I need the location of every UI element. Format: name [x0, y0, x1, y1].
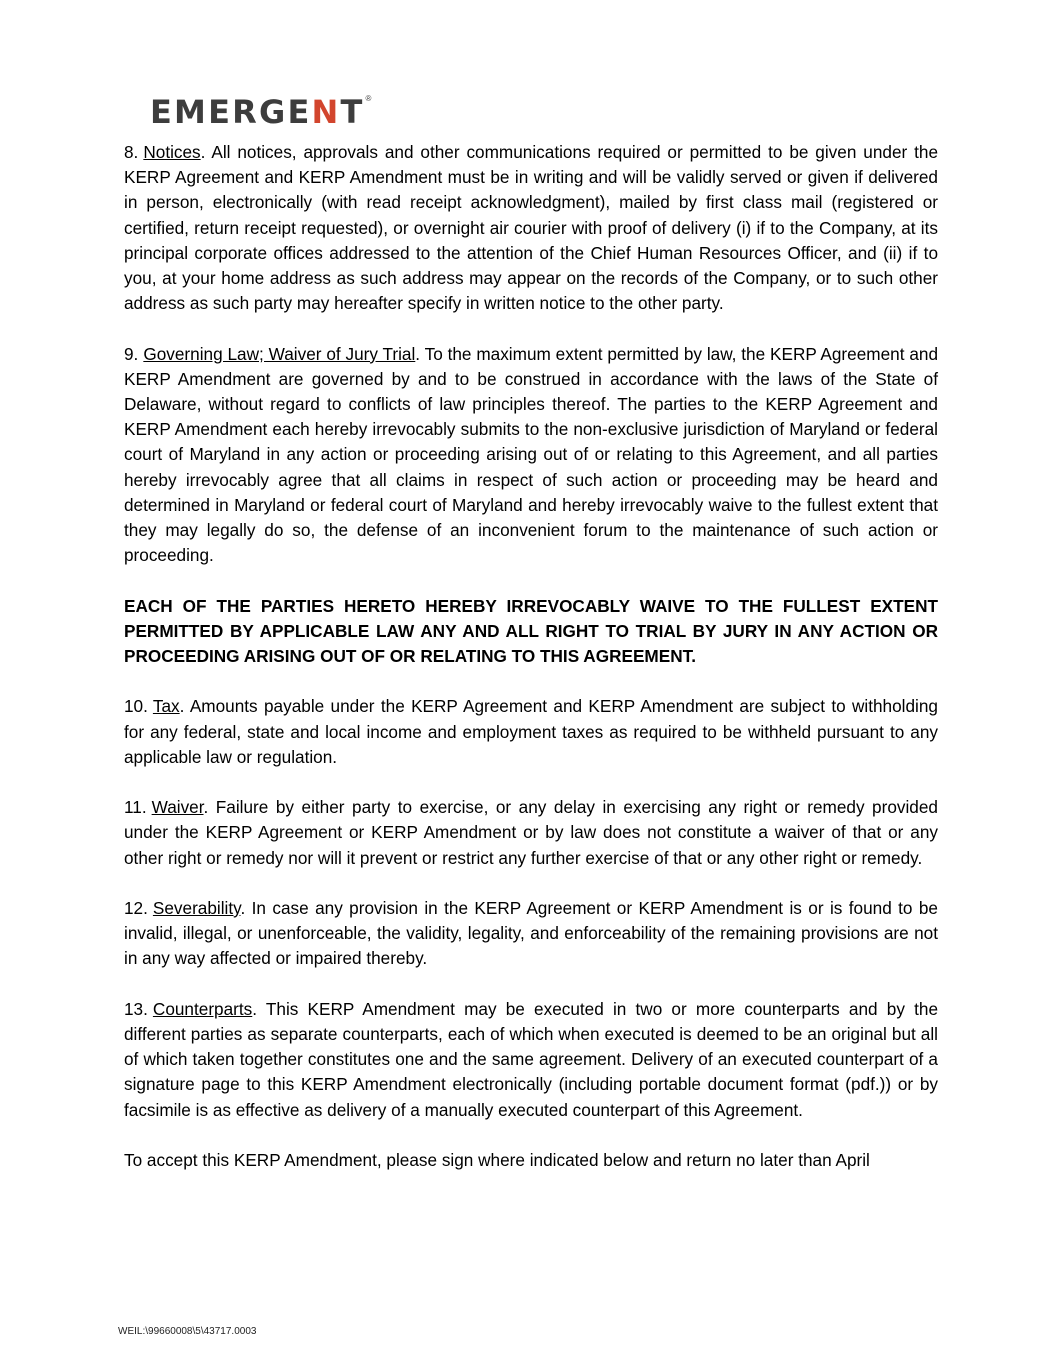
acceptance-instruction: To accept this KERP Amendment, please sign where indicated below and return no later than April — [124, 1150, 870, 1171]
section-number: 8. — [124, 142, 139, 162]
section-counterparts — [124, 997, 938, 1123]
jury-waiver-clause: EACH OF THE PARTIES HERETO HEREBY IRREVOCABLY WAIVE TO THE FULLEST EXTENT PERMITTED BY APPLICABLE LAW ANY AND ALL RIGHT TO TRIAL BY JURY IN ANY ACTION OR PROCEEDING ARISING OUT OF OR RELATING TO THIS AGREEMENT. — [124, 595, 938, 667]
section-heading: Tax — [152, 696, 180, 717]
section-governing-law — [124, 342, 938, 569]
section-heading: Governing Law; Waiver of Jury Trial — [143, 343, 416, 364]
section-waiver — [124, 795, 938, 871]
company-logo — [150, 92, 371, 132]
section-heading: Counterparts — [152, 998, 253, 1019]
logo-registered-mark: ® — [365, 94, 372, 103]
section-heading: Severability — [152, 898, 241, 919]
logo-accent-letter: N — [311, 93, 341, 131]
section-text: . All notices, approvals and other communications required or permitted to be given under the KERP Agreement and KERP Amendment must be in writing and will be validly served or given if delivered in person, electronically (with read receipt acknowledgment), mailed by first class mail (registered or certified, return receipt requested), or overnight air courier with proof of delivery (i) if to the Company, at its principal corporate offices addressed to the attention of the Chief Human Resources Officer, and (ii) if to you, at your home address as such address may appear on the records of the Company, or to such other address as such party may hereafter specify in written notice to the other party. — [124, 142, 938, 314]
section-number: 13. — [124, 998, 148, 1019]
section-text: . This KERP Amendment may be executed in two or more counterparts and by the different parties as separate counterparts, each of which when executed is deemed to be an original but all of which taken together constitutes one and the same agreement. Delivery of an executed counterpart of a signature page to this KERP Amendment electronically (including portable document format (pdf.)) or by facsimile is as effective as delivery of a manually executed counterpart of this Agreement. — [124, 998, 938, 1120]
section-number: 11. — [124, 797, 147, 818]
section-tax — [124, 694, 938, 770]
document-body — [124, 140, 938, 1173]
document-footer-id: WEIL:\99660008\5\43717.0003 — [118, 1326, 257, 1337]
section-text: . In case any provision in the KERP Agreement or KERP Amendment is or is found to be invalid, illegal, or unenforceable, the validity, legality, and enforceability of the remaining provisions are not in any way affected or impaired thereby. — [124, 898, 938, 969]
section-number: 12. — [124, 898, 148, 919]
section-notices — [124, 140, 938, 316]
section-heading: Notices — [143, 142, 201, 162]
section-number: 10. — [124, 696, 148, 717]
section-severability — [124, 896, 938, 972]
section-heading: Waiver — [151, 797, 204, 818]
section-text: . Failure by either party to exercise, or any delay in exercising any right or remedy provided under the KERP Agreement or KERP Amendment or by law does not constitute a waiver of that or any other right or remedy nor will it prevent or restrict any further exercise of that or any other right or remedy. — [124, 797, 938, 868]
section-number: 9. — [124, 343, 139, 364]
logo-wordmark: EMERGENT — [150, 93, 365, 131]
section-text: . Amounts payable under the KERP Agreement and KERP Amendment are subject to withholding for any federal, state and local income and employment taxes as required to be withheld pursuant to any applicable law or regulation. — [124, 696, 938, 767]
section-text: . To the maximum extent permitted by law, the KERP Agreement and KERP Amendment are governed by and to be construed in accordance with the laws of the State of Delaware, without regard to conflicts of law principles thereof. The parties to the KERP Agreement and KERP Amendment each hereby irrevocably submits to the non-exclusive jurisdiction of Maryland or federal court of Maryland in any action or proceeding arising out of or relating to this Agreement, and all parties hereby irrevocably agree that all claims in respect of such action or proceeding may be heard and determined in Maryland or federal court of Maryland and hereby irrevocably waive to the fullest extent that they may legally do so, the defense of an inconvenient forum to the maintenance of such action or proceeding. — [124, 343, 939, 566]
